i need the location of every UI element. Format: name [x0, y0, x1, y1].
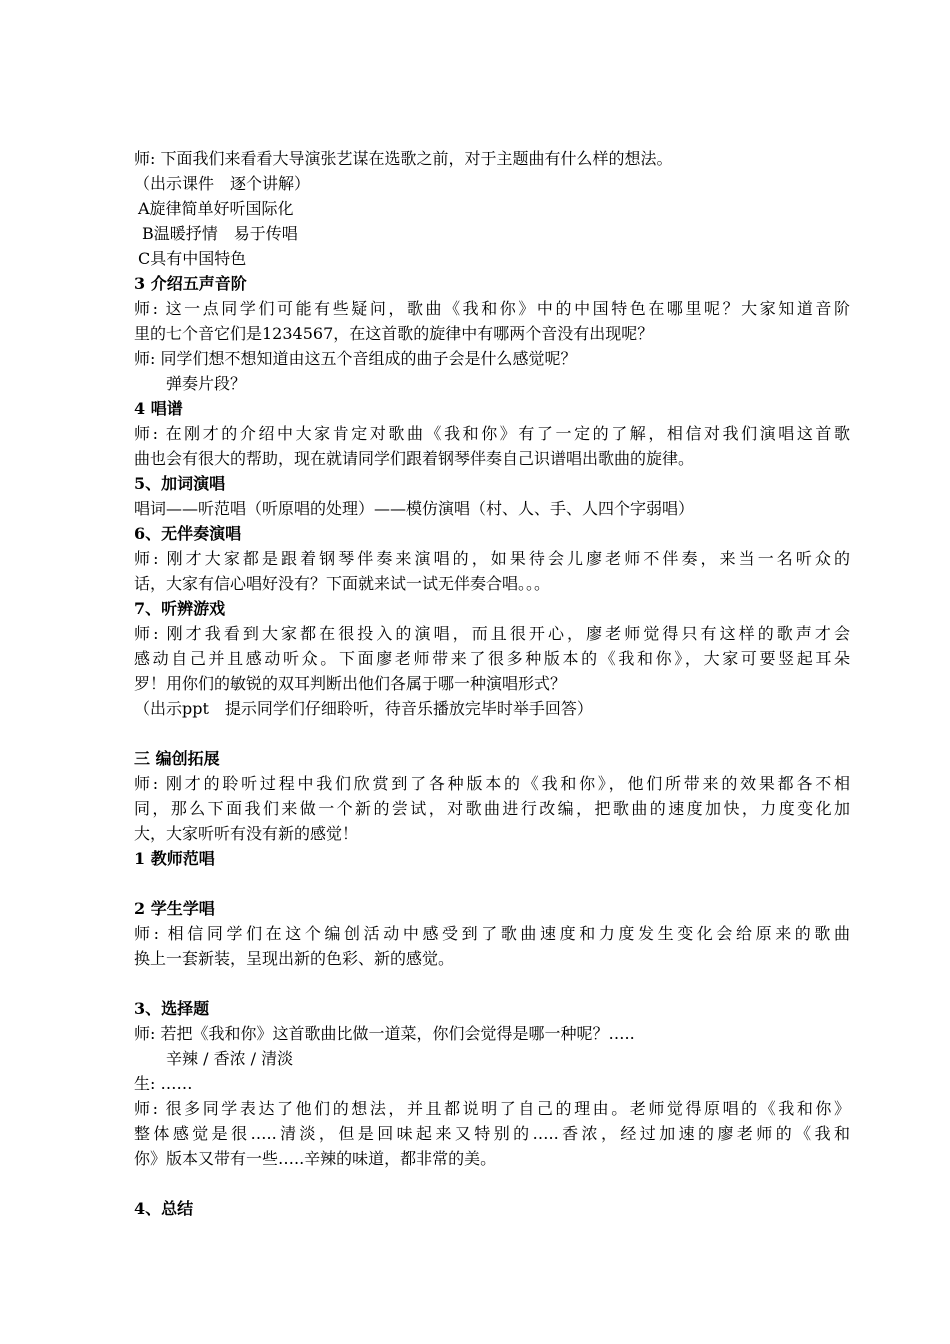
choice-options: 辛辣 / 香浓 / 清淡 [166, 1049, 294, 1068]
section-heading: 5、加词演唱 [134, 474, 226, 493]
section-heading: 3、选择题 [134, 999, 210, 1018]
spacer [134, 871, 850, 896]
text-line: 师: 刚才的聆听过程中我们欣赏到了各种版本的《我和你》，他们所带来的效果都各不相 [134, 774, 850, 793]
text-line: 同，那么下面我们来做一个新的尝试，对歌曲进行改编，把歌曲的速度加快，力度变化加 [134, 799, 850, 818]
text-line: 大，大家听听有没有新的感觉！ [134, 824, 359, 843]
text-line: 曲也会有很大的帮助，现在就请同学们跟着钢琴伴奏自己识谱唱出歌曲的旋律。 [134, 449, 695, 468]
section-heading: 4 唱谱 [134, 399, 183, 418]
option-b: B温暖抒情 易于传唱 [142, 224, 298, 243]
document-page [134, 146, 850, 1221]
text-line: 师: 若把《我和你》这首歌曲比做一道菜，你们会觉得是哪一种呢？….. [134, 1024, 635, 1043]
section-heading: 6、无伴奏演唱 [134, 524, 242, 543]
text-line: 罗！用你们的敏锐的双耳判断出他们各属于哪一种演唱形式？ [134, 674, 567, 693]
text-line: 师: 刚才我看到大家都在很投入的演唱，而且很开心，廖老师觉得只有这样的歌声才会 [134, 624, 850, 643]
text-line: 师: 在刚才的介绍中大家肯定对歌曲《我和你》有了一定的了解，相信对我们演唱这首歌 [134, 424, 850, 443]
text-line: 师: 下面我们来看看大导演张艺谋在选歌之前，对于主题曲有什么样的想法。 [134, 149, 673, 168]
text-line: 里的七个音它们是1234567，在这首歌的旋律中有哪两个音没有出现呢？ [134, 324, 654, 343]
text-line: 师: 同学们想不想知道由这五个音组成的曲子会是什么感觉呢？ [134, 349, 577, 368]
text-line: 你》版本又带有一些…..辛辣的味道，都非常的美。 [134, 1149, 497, 1168]
section-heading: 4、总结 [134, 1199, 194, 1218]
text-line: （出示课件 逐个讲解） [134, 174, 311, 193]
section-heading: 3 介绍五声音阶 [134, 274, 247, 293]
section-heading: 7、听辨游戏 [134, 599, 226, 618]
section-heading: 1 教师范唱 [134, 849, 215, 868]
text-line: 整体感觉是很…..清淡，但是回味起来又特别的…..香浓，经过加速的廖老师的《我和 [134, 1124, 850, 1143]
spacer [134, 971, 850, 996]
section-heading: 三 编创拓展 [134, 749, 220, 768]
spacer [134, 721, 850, 746]
text-line: 师: 很多同学表达了他们的想法，并且都说明了自己的理由。老师觉得原唱的《我和你》 [134, 1099, 850, 1118]
text-line: 感动自己并且感动听众。下面廖老师带来了很多种版本的《我和你》，大家可要竖起耳朵 [134, 649, 850, 668]
text-line: 换上一套新装，呈现出新的色彩、新的感觉。 [134, 949, 455, 968]
text-line: 生: …… [134, 1074, 193, 1093]
section-heading: 2 学生学唱 [134, 899, 215, 918]
option-a: A旋律简单好听国际化 [138, 199, 294, 218]
spacer [134, 1171, 850, 1196]
text-line: 师: 这一点同学们可能有些疑问，歌曲《我和你》中的中国特色在哪里呢？大家知道音阶 [134, 299, 850, 318]
text-line: 师: 相信同学们在这个编创活动中感受到了歌曲速度和力度发生变化会给原来的歌曲 [134, 924, 850, 943]
text-line: 唱词——听范唱（听原唱的处理）——模仿演唱（村、人、手、人四个字弱唱） [134, 499, 695, 518]
text-line: 师: 刚才大家都是跟着钢琴伴奏来演唱的，如果待会儿廖老师不伴奏，来当一名听众的 [134, 549, 850, 568]
option-c: C具有中国特色 [138, 249, 247, 268]
text-line: 话，大家有信心唱好没有？下面就来试一试无伴奏合唱。。。 [134, 574, 551, 593]
text-line: （出示ppt 提示同学们仔细聆听，待音乐播放完毕时举手回答） [134, 699, 593, 718]
text-line: 弹奏片段？ [166, 374, 247, 393]
